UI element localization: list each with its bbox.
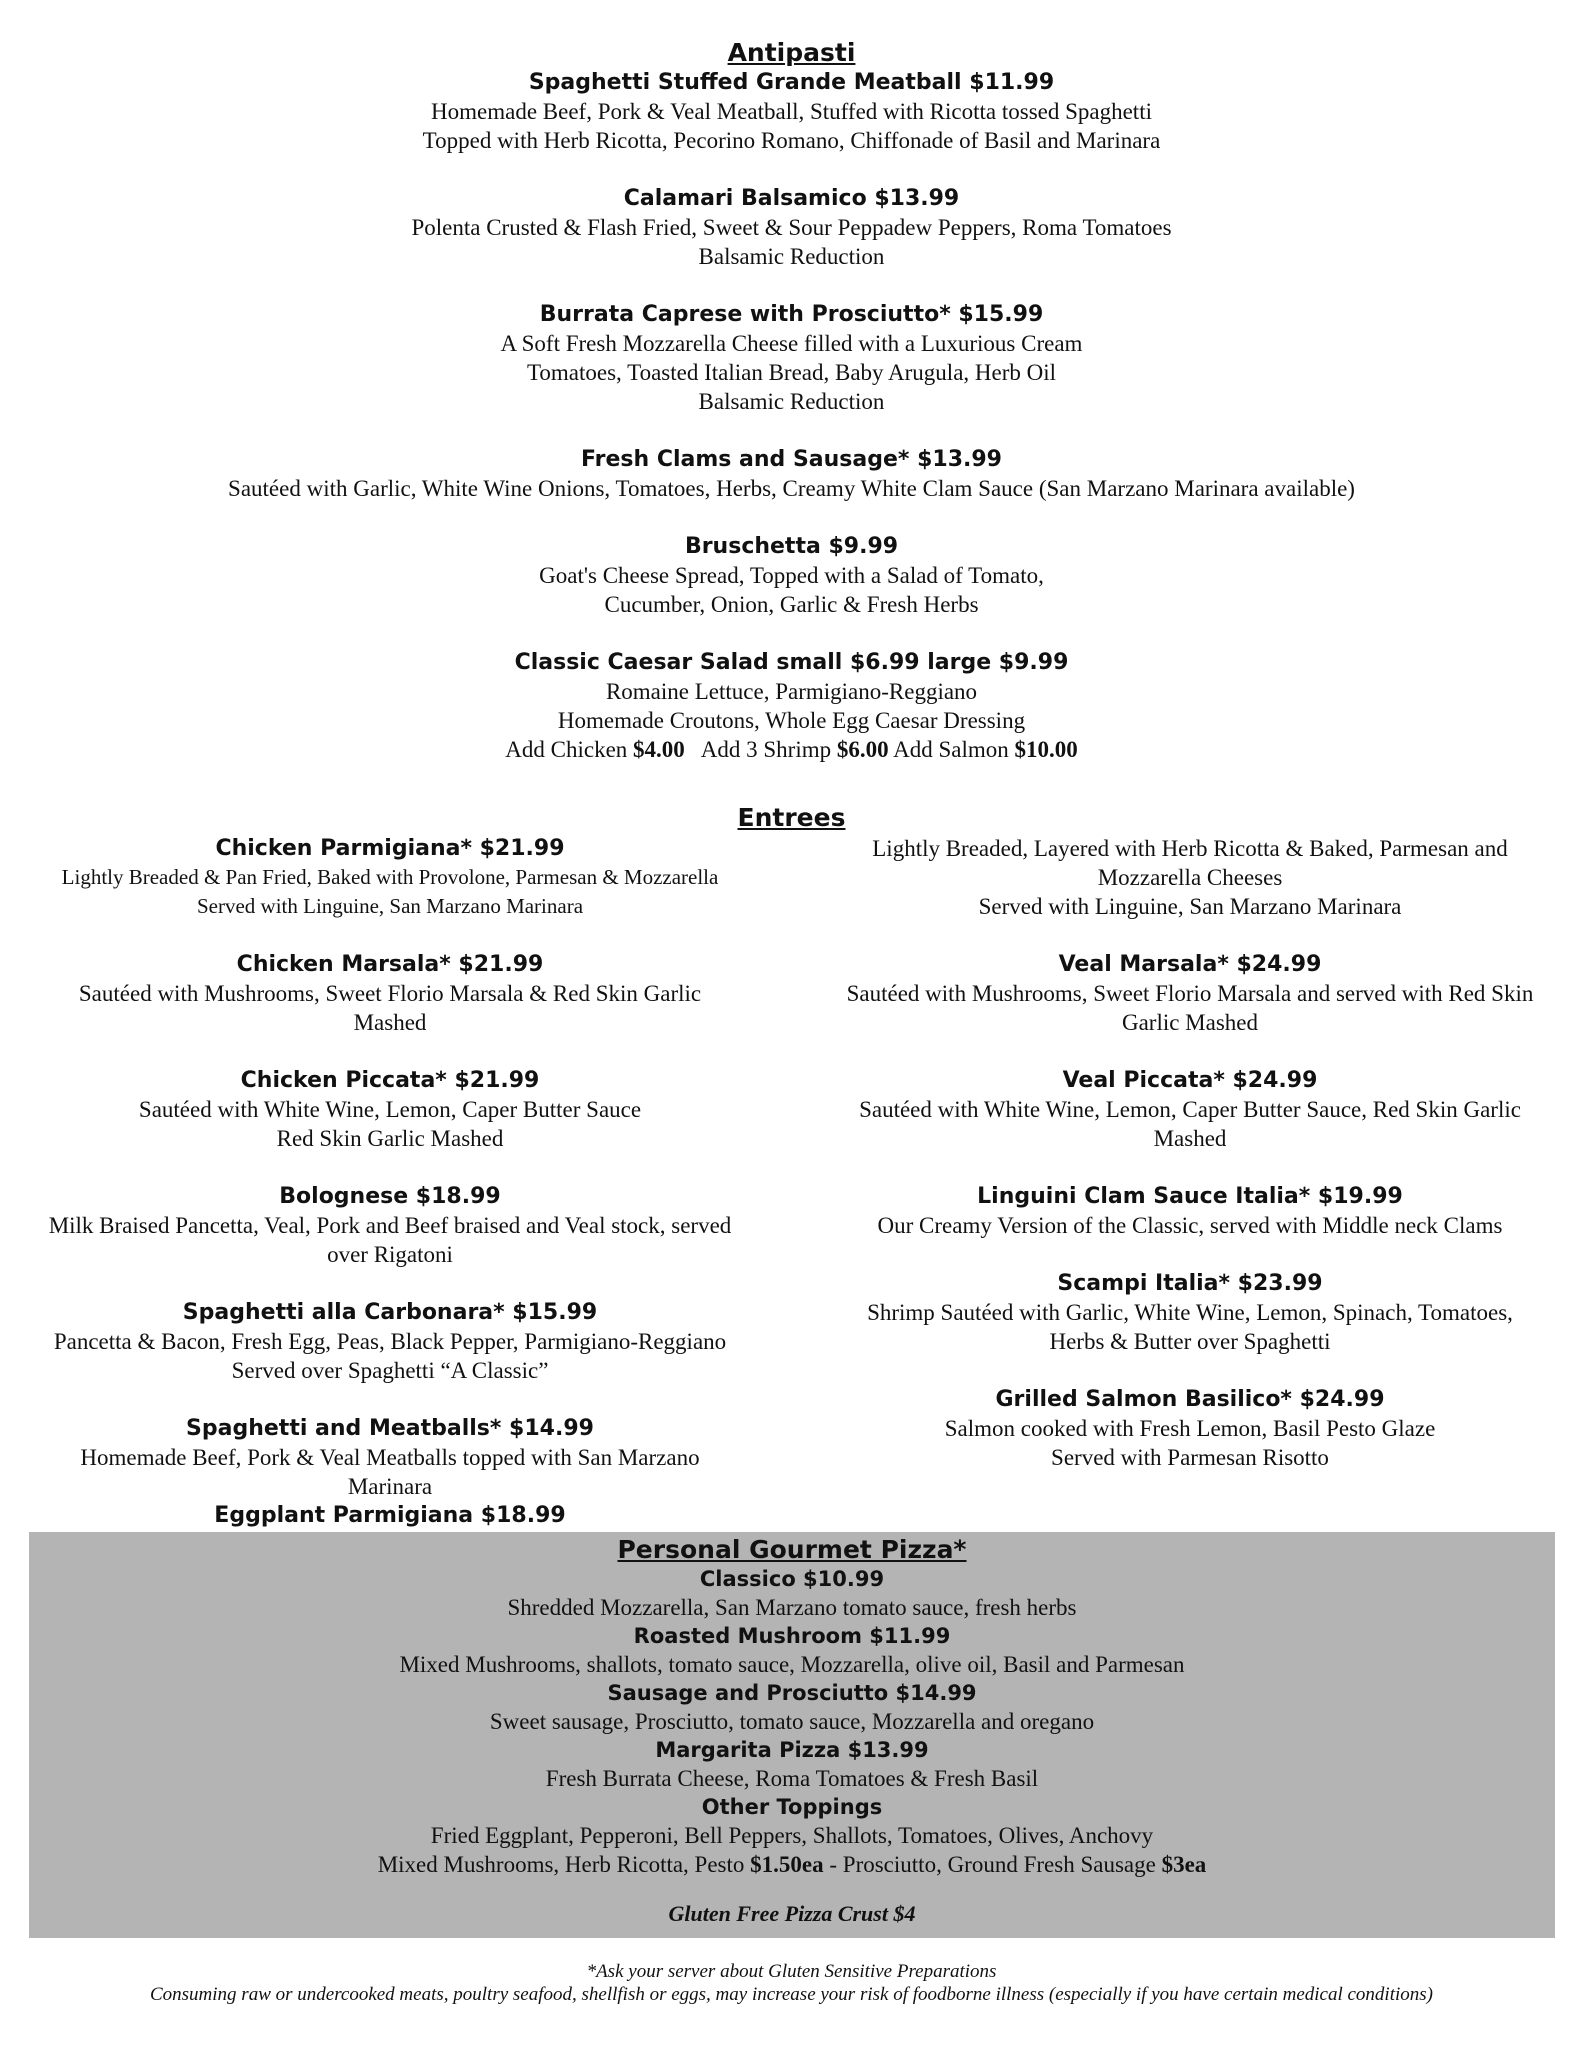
menu-item — [25, 1066, 755, 1153]
menu-item — [0, 184, 1583, 271]
item-desc: Red Skin Garlic Mashed — [276, 1126, 504, 1151]
item-desc: Our Creamy Version of the Classic, served with Middle neck Clams — [877, 1213, 1503, 1238]
menu-item — [0, 648, 1583, 764]
item-desc: Sautéed with White Wine, Lemon, Caper Butter Sauce — [138, 1097, 642, 1122]
menu-item — [820, 1182, 1560, 1240]
item-desc: Sautéed with Mushrooms, Sweet Florio Marsala and served with Red Skin — [846, 981, 1534, 1006]
toppings-text: Mixed Mushrooms, Herb Ricotta, Pesto — [377, 1852, 745, 1877]
toppings-price: $3ea — [1161, 1852, 1207, 1877]
toppings-line: Fried Eggplant, Pepperoni, Bell Peppers, Shallots, Tomatoes, Olives, Anchovy — [430, 1823, 1154, 1848]
item-desc: Salmon cooked with Fresh Lemon, Basil Pesto Glaze — [944, 1416, 1436, 1441]
antipasti-section — [0, 38, 1583, 793]
item-desc: Mozzarella Cheeses — [1097, 865, 1283, 890]
item-desc: Cucumber, Onion, Garlic & Fresh Herbs — [604, 592, 979, 617]
addon-salmon-label: Add Salmon — [893, 737, 1009, 762]
menu-item — [25, 834, 755, 921]
item-desc: over Rigatoni — [327, 1242, 453, 1267]
menu-item — [820, 1066, 1560, 1153]
item-name: Chicken Parmigiana* $21.99 — [215, 836, 565, 861]
pizza-desc: Fresh Burrata Cheese, Roma Tomatoes & Fresh Basil — [545, 1766, 1039, 1791]
item-name: Scampi Italia* $23.99 — [1057, 1271, 1323, 1296]
item-desc: Served with Linguine, San Marzano Marinara — [196, 894, 584, 918]
item-desc: Homemade Croutons, Whole Egg Caesar Dressing — [557, 708, 1026, 733]
menu-item — [820, 1385, 1560, 1472]
item-desc: Herbs & Butter over Spaghetti — [1049, 1329, 1331, 1354]
toppings-text: - Prosciutto, Ground Fresh Sausage — [829, 1852, 1156, 1877]
addons-line — [0, 735, 1583, 764]
item-desc: Shrimp Sautéed with Garlic, White Wine, Lemon, Spinach, Tomatoes, — [867, 1300, 1513, 1325]
item-desc: Sautéed with White Wine, Lemon, Caper Butter Sauce, Red Skin Garlic — [859, 1097, 1521, 1122]
menu-item — [25, 1298, 755, 1385]
pizza-title: Personal Gourmet Pizza* — [617, 1535, 967, 1564]
pizza-desc: Sweet sausage, Prosciutto, tomato sauce, Mozzarella and oregano — [489, 1709, 1095, 1734]
item-desc: Homemade Beef, Pork & Veal Meatballs topped with San Marzano — [80, 1445, 700, 1470]
entrees-title: Entrees — [737, 803, 846, 832]
footer-disclaimer: Consuming raw or undercooked meats, poultry seafood, shellfish or eggs, may increase your risk of foodborne illness (especially if you have certain medical conditions) — [149, 1984, 1433, 2005]
pizza-section — [29, 1532, 1555, 1938]
item-desc: Romaine Lettuce, Parmigiano-Reggiano — [605, 679, 978, 704]
item-desc: Goat's Cheese Spread, Topped with a Salad of Tomato, — [539, 563, 1044, 588]
pizza-name: Sausage and Prosciutto $14.99 — [607, 1681, 977, 1705]
menu-item — [25, 1414, 755, 1530]
item-name: Classic Caesar Salad small $6.99 large $9.99 — [514, 650, 1069, 675]
item-name: Eggplant Parmigiana $18.99 — [214, 1503, 566, 1528]
entrees-right-column — [820, 834, 1560, 1501]
menu-item — [0, 300, 1583, 416]
entrees-left-column — [25, 834, 755, 1530]
item-desc: Balsamic Reduction — [698, 244, 885, 269]
toppings-line — [29, 1850, 1555, 1879]
menu-item — [0, 68, 1583, 155]
menu-item — [0, 445, 1583, 503]
item-desc: Garlic Mashed — [1121, 1010, 1259, 1035]
pizza-name: Roasted Mushroom $11.99 — [633, 1624, 951, 1648]
addon-shrimp-label: Add 3 Shrimp — [700, 737, 832, 762]
item-desc: Tomatoes, Toasted Italian Bread, Baby Arugula, Herb Oil — [526, 360, 1057, 385]
item-desc: Mashed — [353, 1010, 427, 1035]
menu-item — [820, 950, 1560, 1037]
item-desc: Pancetta & Bacon, Fresh Egg, Peas, Black Pepper, Parmigiano-Reggiano — [53, 1329, 727, 1354]
item-name: Calamari Balsamico $13.99 — [623, 186, 960, 211]
menu-item — [820, 1269, 1560, 1356]
item-desc: Served with Parmesan Risotto — [1051, 1445, 1329, 1470]
item-name: Veal Marsala* $24.99 — [1058, 952, 1322, 977]
item-desc: Served over Spaghetti “A Classic” — [231, 1358, 549, 1383]
item-desc: Homemade Beef, Pork & Veal Meatball, Stuffed with Ricotta tossed Spaghetti — [431, 99, 1152, 124]
footer — [0, 1960, 1583, 2006]
item-desc: Mashed — [1153, 1126, 1227, 1151]
item-name: Bolognese $18.99 — [279, 1184, 501, 1209]
footer-note: *Ask your server about Gluten Sensitive Preparations — [586, 1961, 997, 1982]
pizza-name: Classico $10.99 — [699, 1567, 885, 1591]
toppings-price: $1.50ea — [750, 1852, 824, 1877]
item-desc: Polenta Crusted & Flash Fried, Sweet & Sour Peppadew Peppers, Roma Tomatoes — [411, 215, 1172, 240]
item-name: Veal Piccata* $24.99 — [1062, 1068, 1318, 1093]
item-name: Chicken Piccata* $21.99 — [240, 1068, 540, 1093]
menu-item — [25, 950, 755, 1037]
item-name: Spaghetti alla Carbonara* $15.99 — [182, 1300, 598, 1325]
menu-item — [25, 1182, 755, 1269]
item-desc: Lightly Breaded & Pan Fried, Baked with Provolone, Parmesan & Mozzarella — [61, 865, 719, 889]
item-name: Bruschetta $9.99 — [684, 534, 899, 559]
item-name: Linguini Clam Sauce Italia* $19.99 — [977, 1184, 1403, 1209]
addon-salmon-price: $10.00 — [1014, 737, 1078, 762]
addon-shrimp-price: $6.00 — [836, 737, 889, 762]
addon-chicken-label: Add Chicken — [505, 737, 628, 762]
pizza-desc: Shredded Mozzarella, San Marzano tomato sauce, fresh herbs — [507, 1595, 1077, 1620]
item-desc: Topped with Herb Ricotta, Pecorino Romano, Chiffonade of Basil and Marinara — [422, 128, 1161, 153]
item-desc: Balsamic Reduction — [698, 389, 885, 414]
item-name: Chicken Marsala* $21.99 — [236, 952, 544, 977]
toppings-title: Other Toppings — [701, 1795, 883, 1819]
item-desc: Lightly Breaded, Layered with Herb Ricotta & Baked, Parmesan and — [872, 836, 1508, 861]
gluten-free-note: Gluten Free Pizza Crust $4 — [668, 1901, 916, 1926]
item-desc: Milk Braised Pancetta, Veal, Pork and Beef braised and Veal stock, served — [48, 1213, 732, 1238]
menu-item — [820, 834, 1560, 921]
item-desc: Sautéed with Mushrooms, Sweet Florio Marsala & Red Skin Garlic — [78, 981, 702, 1006]
item-name: Fresh Clams and Sausage* $13.99 — [581, 447, 1002, 472]
item-desc: Served with Linguine, San Marzano Marinara — [978, 894, 1402, 919]
item-desc: Sautéed with Garlic, White Wine Onions, Tomatoes, Herbs, Creamy White Clam Sauce (San Marzano Marinara available) — [228, 476, 1355, 501]
item-desc: Marinara — [347, 1474, 433, 1499]
pizza-name: Margarita Pizza $13.99 — [655, 1738, 929, 1762]
item-name: Burrata Caprese with Prosciutto* $15.99 — [539, 302, 1044, 327]
menu-item — [0, 532, 1583, 619]
item-desc: A Soft Fresh Mozzarella Cheese filled with a Luxurious Cream — [500, 331, 1083, 356]
addon-chicken-price: $4.00 — [633, 737, 685, 762]
item-name: Spaghetti and Meatballs* $14.99 — [186, 1416, 594, 1441]
item-name: Spaghetti Stuffed Grande Meatball $11.99 — [528, 70, 1055, 95]
antipasti-title: Antipasti — [727, 38, 856, 67]
item-name: Grilled Salmon Basilico* $24.99 — [995, 1387, 1385, 1412]
pizza-desc: Mixed Mushrooms, shallots, tomato sauce, Mozzarella, olive oil, Basil and Parmesan — [399, 1652, 1185, 1677]
